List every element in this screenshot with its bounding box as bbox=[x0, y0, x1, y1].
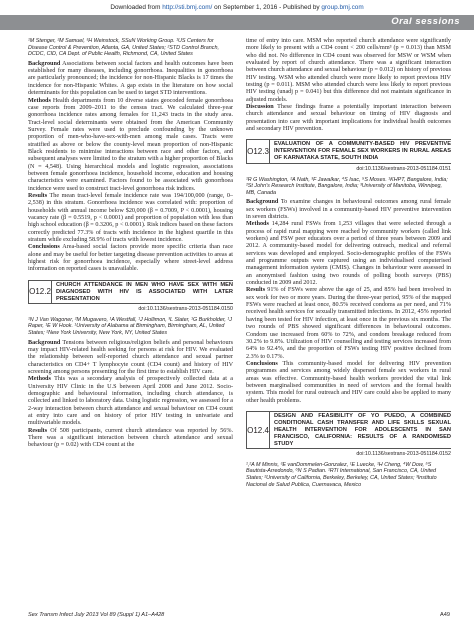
abstract-3-background: Background To examine changes in behavioural outcomes among rural female sex workers (FSWs) involved in a community-based HIV preventive intervention in seven districts. bbox=[246, 199, 451, 220]
abstract-3-conclusions: Conclusions This community-based model for delivering HIV prevention programmes and services among widely dispersed female sex workers in rural areas was effective. Community-based health workers provided the vital link between marginalised communities in need of services and the formal health system. This model for rural outreach and HIV care could also be applied to many other health problems. bbox=[246, 360, 451, 404]
abstract-3-authors: ¹R G Washington, ²A Nath, ³F Jawalkar, ⁴S Isac, ⁵S Moses. ¹KHPT, Bangalore, India; ²St John's Research Institute, Bangalore, India; ³University of Manitoba, Winnipeg, MB, Canada bbox=[246, 176, 448, 196]
abstract-1-background: Background Associations between social factors and health outcomes have been established for many diseases, including gonorrhoea. Inequalities in gonorrhoea are particularly pronounced; the incidence for non-Hispanic Blacks is 17 times the incidence for non-Hispanic Whites. A gap exists in the literature on how social determinants for this population can be used to target STD interventions. bbox=[28, 60, 233, 97]
abstract-3-methods: Methods 14,284 rural FSWs from 1,253 villages that were selected through a process of rapid rural mapping were reached by community workers (called link workers) and FSW peer educators over a period of three years between 2009 and 2012. A community-based model for delivering outreach, medical and referral services was developed and employed. Socio-demographic profiles of the FSWs and programme outputs were captured using an individualised computerised management information system (CMIS). Changes in behaviour were assessed in an anonymised fashion using two rounds of polling booth surveys (PBS) conducted in 2009 and 2012. bbox=[246, 221, 451, 287]
abstract-1-methods: Methods Health departments from 10 diverse states geocoded female gonorrhoea case reports from 2009–2011 to the census tract. We calculated three-year gonorrhoea incidence rates among females for 11,243 tracts in the study area. Tract-level social determinants were obtained from the American Community Survey. Female rates were used to preclude confounding by the unknown proportion of men-who-have-sex-with-men among male cases. Tracts were stratified as above or below the county-level mean proportion of non-Hispanic Black residents to minimise interactions between race and other factors, and subsequent analyses were limited to the stratum with a higher proportion of Blacks (N = 4,548). Using hierarchical models and logistic regression, associations between female gonorrhoea incidence, household income, education and housing characteristics were examined. Factors found to be associated with gonorrhoea incidence were used to construct tract-level gonorrhoea risk indices. bbox=[28, 97, 233, 192]
abstract-3-results: Results 91% of FSWs were above the age of 25, and 85% had been involved in sex work for two or more years. During the three-year period, 95% of the mapped FSWs were reached at least once, 80.5% received condoms as per need, and 71% received health services for sexually transmitted infections. In 2012, 45% reported having been tested for HIV infection, at least once in the previous six months. The two rounds of PBS showed significant differences in behavioural outcomes. Condom use increased from 60% to 72%, and condom breakage reduced from 30.2% to 9.8%. Utilization of HIV counselling and testing services increased from 64% to 92.4%, and the proportion of FSWs testing HIV positive declined from 2.3% to 0.17%. bbox=[246, 287, 451, 360]
abstract-2-id: O12.2 bbox=[28, 280, 52, 305]
abstract-2-methods: Methods This was a secondary analysis of prospectively collected data at a University HIV Clinic in the U.S between April 2008 and June 2012. Socio-demographic and behavioural information, including church attendance, is collected and linked to laboratory data. Using logistic regression, we assessed for a 2-way interaction between church attendance and sexual behaviour on CD4 count at entry into care and on history of prior HIV testing in univariate and multivariable models. bbox=[28, 376, 233, 427]
abstract-2-background: Background Tensions between religious/religion beliefs and personal behaviours may impact HIV-related health seeking for persons at risk for HIV. We evaluated the relationship between self-reported church attendance and sexual partner characteristics on CD4+ T lymphocyte count (CD4 count) and history of HIV screening among persons presenting for the first time to establish HIV care. bbox=[28, 339, 233, 375]
abstract-4-header bbox=[246, 411, 451, 450]
abstract-4-authors: ¹,²A M Minnis, ³E vanDommelen-Gonzalez, ¹E Luecke, ¹H Cheng, ⁴W Dow, ⁵S Bautista-Arredondo, ⁶N S Padian. ¹RTI International, San Francisco, CA, United States; ²University of California, Berkeley, Berkeley, CA, United States; ³Instituto Nacional de Salud Publica, Cuernavaca, Mexico bbox=[246, 461, 437, 488]
abstract-3-title: EVALUATION OF A COMMUNITY-BASED HIV PREVENTIVE INTERVENTION FOR FEMALE SEX WORKERS IN RURAL AREAS OF KARNATAKA STATE, SOUTH INDIA bbox=[270, 139, 451, 164]
abstract-2-discussion: Discussion These findings frame a potentially important interaction between church attendance and sexual behaviour on timing of HIV diagnosis and presentation into care with important implications for individual health outcomes and secondary HIV prevention. bbox=[246, 104, 451, 133]
download-middle: on September 1, 2016 - Published by bbox=[212, 4, 322, 11]
abstract-1-authors: ¹M Stenger, ²M Samuel, ³H Weinstock, SSuN Working Group. ¹US Centers for Disease Control & Prevention, Atlanta, GA, United States; ²STD Control Branch, DCDC, CID, CA Dept. of Public Health, Richmond, CA, United States bbox=[28, 38, 219, 58]
abstract-3-header bbox=[246, 139, 451, 164]
abstract-2-title: CHURCH ATTENDANCE IN MEN WHO HAVE SEX WITH MEN DIAGNOSED WITH HIV IS ASSOCIATED WITH LATER PRESENTATION bbox=[52, 280, 233, 305]
section-title: Oral sessions bbox=[391, 16, 460, 27]
publisher-link[interactable]: group.bmj.com bbox=[321, 4, 364, 11]
abstract-1-results: Results The mean tract-level female incidence rate was 194/100,000 (range, 0–2,538) in this stratum. Gonorrhoea incidence was correlated with: proportion of households with annual income below $20,000 (β = 0.7009, P < 0.0001), housing vacancy rate (β = 0.5519, p < 0.0001) and proportion of population with less than high school education (β = 0.3206, p < 0.0001). Risk indices based on these factors correctly predicted 77.3% of tracts with incidence in the highest quartile in this stratum while excluding 58.9% of tracts with lowest incidence. bbox=[28, 192, 233, 244]
abstract-4-id: O12.4 bbox=[246, 411, 270, 450]
abstract-3-doi: doi:10.1136/sextrans-2013-051184.0151 bbox=[356, 166, 451, 173]
abstract-2-authors: ¹N J Van Wagoner, ²M Mugavero, ¹A Westfall, ¹J Hollimon, ³L Slater, ¹G Burkholder, ¹J Raper, ¹E W Hook. ¹University of Alabama at Birmingham, Birmingham, AL, United States; ²New York University, New York, NY, United States bbox=[28, 316, 232, 336]
section-banner bbox=[0, 15, 474, 30]
download-url-link[interactable]: http://sti.bmj.com/ bbox=[162, 4, 213, 11]
abstract-2-continuation: time of entry into care. MSM who reported church attendance were significantly more likely to present with a CD4 count < 200 cells/mm³ (p = 0.013) than MSM who did not. No difference in CD4 count was observed for MSW or WSM when evaluated by report of church attendance. There was a significant interaction between church attendance and sexual behaviour (p = 0.012) on history of previous HIV testing. WSM who attended church were more likely to report previous HIV testing (p = 0.011). MSM who attended church were less likely to report previous HIV testing (unadj p = 0.041) but this difference did not maintain significance in adjusted models. bbox=[246, 38, 451, 103]
abstract-2-results: Results Of 508 participants, current church attendance was reported by 56%. There was a significant interaction between church attendance and sexual behaviour (p = 0.02) with CD4 count at the bbox=[28, 427, 233, 449]
footer-citation: Sex Transm Infect July 2013 Vol 89 (Suppl 1) A1–A428 bbox=[28, 612, 165, 618]
abstract-2-doi: doi:10.1136/sextrans-2013-051184.0150 bbox=[138, 306, 233, 313]
right-column bbox=[246, 38, 451, 491]
abstract-4-title: DESIGN AND FEASIBILITY OF YO PUEDO, A COMBINED CONDITIONAL CASH TRANSFER AND LIFE SKILLS SEXUAL HEALTH INTERVENTION FOR ADOLESCENTS IN SAN FRANCISCO, CALIFORNIA: RESULTS OF A RANDOMISED STUDY bbox=[270, 411, 451, 450]
page-number: A49 bbox=[440, 612, 450, 618]
abstract-3-id: O12.3 bbox=[246, 139, 270, 164]
left-column bbox=[28, 38, 233, 450]
abstract-2-header bbox=[28, 280, 233, 305]
download-notice bbox=[0, 4, 474, 11]
abstract-1-conclusions: Conclusions Area-based social factors provide more specific criteria than race alone and may be useful for better targeting disease prevention activities to areas at highest risk for gonorrhoea incidence, especially where street-level address information on reported cases is unavailable. bbox=[28, 244, 233, 273]
download-prefix: Downloaded from bbox=[110, 4, 163, 11]
abstract-4-doi: doi:10.1136/sextrans-2013-051184.0152 bbox=[356, 451, 451, 458]
